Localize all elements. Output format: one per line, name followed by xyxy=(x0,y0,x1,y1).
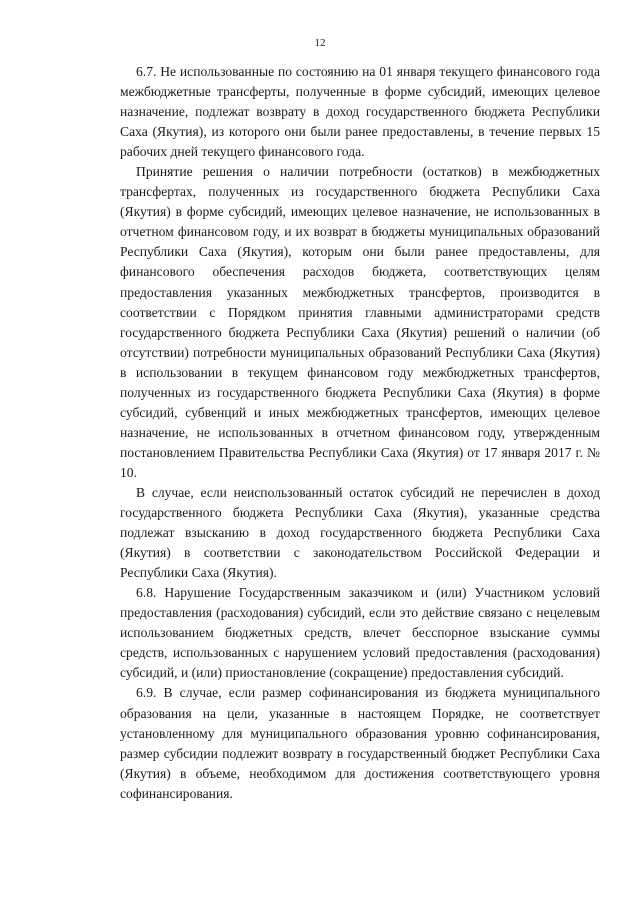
paragraph-6-7: 6.7. Не использованные по состоянию на 01 января текущего финансового года межбюджетные трансферты, полученные в форме субсидий, имеющих целевое назначение, подлежат возврату в доход государственного бюджета Республики Саха (Якутия), из которого они были ранее предоставлены, в течение первых 15 рабочих дней текущего финансового года. xyxy=(120,64,600,160)
page-number: 12 xyxy=(314,37,326,49)
paragraph-6-8: 6.8. Нарушение Государственным заказчиком и (или) Участником условий предоставления (расходования) субсидий, если это действие связано с нецелевым использованием бюджетных средств, влечет бесспорное взыскание суммы средств, использованных с нарушением условий предоставления (расходования) субсидий, и (или) приостановление (сокращение) предоставления субсидий. xyxy=(120,585,600,681)
document-body xyxy=(120,62,600,804)
paragraph-recovery-of-unspent-balance: В случае, если неиспользованный остаток субсидий не перечислен в доход государственного бюджета Республики Саха (Якутия), указанные средства подлежат взысканию в доход государственного бюджета Республики Саха (Якутия) в соответствии с законодательством Российской Федерации и Республики Саха (Якутия). xyxy=(120,484,600,581)
paragraph-decision-on-remainders: Принятие решения о наличии потребности (остатков) в межбюджетных трансфертах, полученных из государственного бюджета Республики Саха (Якутия) в форме субсидий, имеющих целевое назначение, не использованных в отчетном финансовом году, и их возврат в бюджеты муниципальных образований Республики Саха (Якутия), которым они были ранее предоставлены, для финансового обеспечения расходов бюджета, соответствующих целям предоставления указанных межбюджетных трансфертов, производится в соответствии с Порядком принятия главными администраторами средств государственного бюджета Республики Саха (Якутия) решений о наличии (об отсутствии) потребности муниципальных образований Республики Саха (Якутия) в использовании в текущем финансовом году межбюджетных трансфертов, полученных из государственного бюджета Республики Саха (Якутия) в форме субсидий, субвенций и иных межбюджетных трансфертов, имеющих целевое назначение, не использованных в отчетном финансовом году, утвержденным постановлением Правительства Республики Саха (Якутия) от 17 января 2017 г. № 10. xyxy=(120,164,600,480)
paragraph-6-9: 6.9. В случае, если размер софинансирования из бюджета муниципального образования на цели, указанные в настоящем Порядке, не соответствует установленному для муниципального образования уровню софинансирования, размер субсидии подлежит возврату в государственный бюджет Республики Саха (Якутия) в объеме, необходимом для достижения соответствующего уровня софинансирования. xyxy=(120,685,600,801)
